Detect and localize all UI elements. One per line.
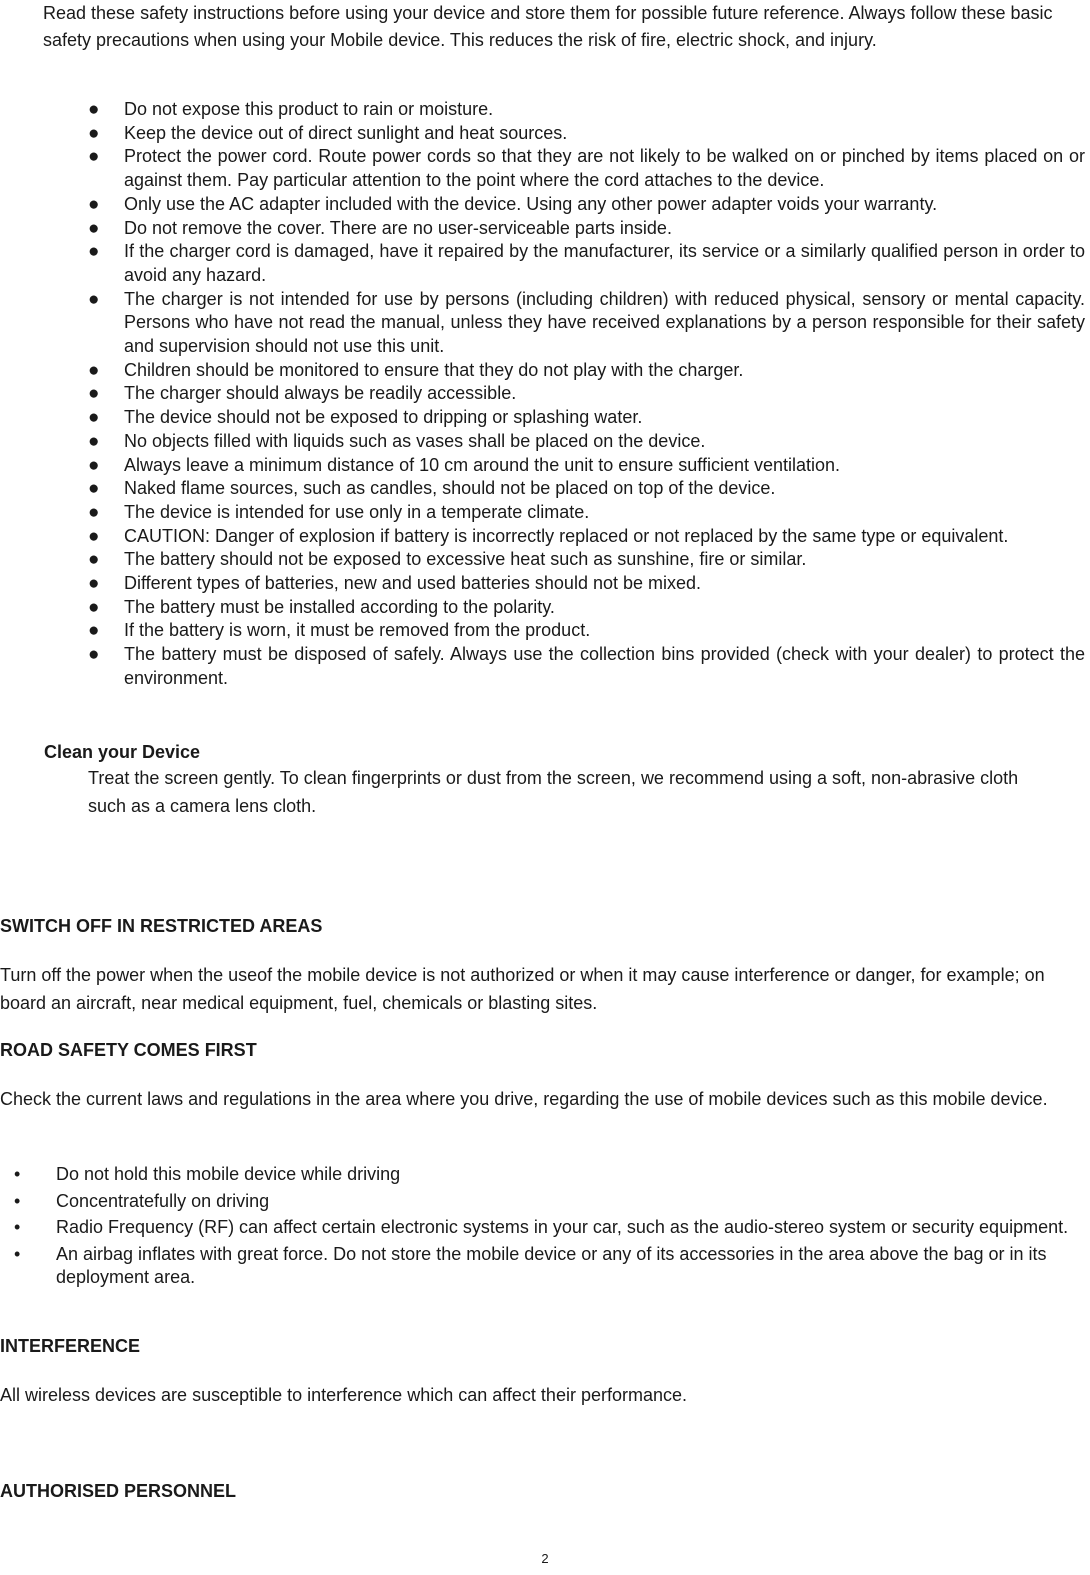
bullet-icon: ● — [88, 644, 100, 666]
bullet-icon: ● — [88, 478, 100, 500]
list-item-text: Concentratefully on driving — [56, 1190, 270, 1211]
list-item — [0, 1190, 1085, 1214]
list-item-text: An airbag inflates with great force. Do not store the mobile device or any of its accessories in the area above the bag or in its deployment area. — [56, 1243, 1047, 1287]
bullet-icon: ● — [88, 288, 100, 310]
list-item — [43, 359, 1085, 383]
bullet-icon: ● — [88, 407, 100, 429]
list-item-text: Do not remove the cover. There are no user-serviceable parts inside. — [124, 217, 672, 238]
bullet-icon: • — [14, 1243, 21, 1264]
list-item-text: The battery should not be exposed to excessive heat such as sunshine, fire or similar. — [124, 549, 807, 570]
bullet-icon: ● — [88, 549, 100, 571]
clean-device-heading: Clean your Device — [44, 742, 201, 762]
list-item-text: Naked flame sources, such as candles, should not be placed on top of the device. — [124, 478, 776, 499]
list-item — [43, 643, 1085, 690]
list-item-text: Different types of batteries, new and used batteries should not be mixed. — [124, 573, 702, 594]
list-item-text: Keep the device out of direct sunlight and heat sources. — [124, 122, 568, 143]
bullet-icon: ● — [88, 99, 100, 120]
list-item — [0, 1163, 1085, 1187]
road-safety-text: Check the current laws and regulations in the area where you drive, regarding the use of mobile devices such as this mobile device. — [0, 1089, 1048, 1109]
list-item-text: Protect the power cord. Route power cords so that they are not likely to be walked on or pinched by items placed on or against them. Pay particular attention to the point where the cord attaches to the device. — [124, 146, 1085, 191]
list-item-text: Only use the AC adapter included with the device. Using any other power adapter voids your warranty. — [124, 193, 938, 214]
list-item-text: The charger should always be readily accessible. — [124, 383, 517, 404]
bullet-icon: • — [14, 1164, 21, 1184]
page-number: 2 — [541, 1551, 549, 1566]
list-item — [43, 548, 1085, 572]
bullet-icon: ● — [88, 501, 100, 523]
list-item — [43, 619, 1085, 643]
bullet-icon: ● — [88, 383, 100, 405]
list-item — [43, 525, 1085, 549]
list-item — [43, 572, 1085, 596]
list-item — [43, 145, 1085, 192]
list-item-text: No objects filled with liquids such as vases shall be placed on the device. — [124, 430, 706, 451]
list-item-text: The charger is not intended for use by persons (including children) with reduced physical, sensory or mental capacity. Persons who have not read the manual, unless they have received explanations by a person responsible for their safety and supervision should not use this unit. — [124, 288, 1085, 357]
list-item — [43, 240, 1085, 287]
list-item-text: The battery must be installed according to the polarity. — [124, 596, 555, 617]
list-item-text: The device is intended for use only in a temperate climate. — [124, 501, 590, 522]
list-item — [43, 217, 1085, 241]
list-item — [43, 477, 1085, 501]
list-item — [43, 288, 1085, 359]
list-item-text: If the battery is worn, it must be removed from the product. — [124, 620, 591, 641]
clean-device-text: Treat the screen gently. To clean fingerprints or dust from the screen, we recommend using a soft, non-abrasive cloth such as a camera lens cloth. — [88, 768, 1019, 816]
bullet-icon: • — [14, 1217, 21, 1237]
bullet-icon: ● — [88, 217, 100, 239]
list-item-text: CAUTION: Danger of explosion if battery is incorrectly replaced or not replaced by the same type or equivalent. — [124, 525, 1009, 546]
road-safety-list — [0, 1163, 1085, 1293]
list-item — [43, 122, 1085, 146]
list-item — [43, 501, 1085, 525]
interference-text: All wireless devices are susceptible to interference which can affect their performance. — [0, 1385, 687, 1405]
list-item-text: Do not hold this mobile device while driving — [56, 1164, 401, 1184]
switch-off-heading: SWITCH OFF IN RESTRICTED AREAS — [0, 916, 323, 936]
list-item — [0, 1243, 1085, 1290]
bullet-icon: ● — [88, 193, 100, 215]
bullet-icon: ● — [88, 454, 100, 476]
bullet-icon: ● — [88, 146, 100, 168]
list-item — [0, 1216, 1085, 1240]
list-item — [43, 382, 1085, 406]
safety-instructions-list — [43, 98, 1085, 691]
list-item — [43, 406, 1085, 430]
bullet-icon: ● — [88, 359, 100, 381]
list-item-text: Children should be monitored to ensure that they do not play with the charger. — [124, 359, 744, 380]
list-item-text: Do not expose this product to rain or moisture. — [124, 99, 494, 119]
list-item — [43, 454, 1085, 478]
bullet-icon: ● — [88, 620, 100, 642]
list-item-text: The battery must be disposed of safely. Always use the collection bins provided (check with your dealer) to protect the environment. — [124, 644, 1085, 688]
bullet-icon: ● — [88, 122, 100, 144]
bullet-icon: • — [14, 1190, 21, 1211]
list-item — [43, 596, 1085, 620]
bullet-icon: ● — [88, 596, 100, 618]
bullet-icon: ● — [88, 430, 100, 452]
list-item-text: If the charger cord is damaged, have it repaired by the manufacturer, its service or a similarly qualified person in order to avoid any hazard. — [124, 241, 1085, 285]
list-item-text: The device should not be exposed to dripping or splashing water. — [124, 407, 643, 428]
bullet-icon: ● — [88, 241, 100, 263]
intro-paragraph: Read these safety instructions before using your device and store them for possible future reference. Always follow these basic safety precautions when using your Mobile device. This reduces the risk of fire, electric shock, and injury. — [43, 3, 1053, 50]
list-item — [43, 430, 1085, 454]
list-item — [43, 193, 1085, 217]
bullet-icon: ● — [88, 573, 100, 595]
list-item — [43, 98, 1085, 122]
road-safety-heading: ROAD SAFETY COMES FIRST — [0, 1040, 257, 1060]
authorised-personnel-heading: AUTHORISED PERSONNEL — [0, 1481, 237, 1501]
list-item-text: Radio Frequency (RF) can affect certain electronic systems in your car, such as the audio-stereo system or security equipment. — [56, 1217, 1069, 1237]
bullet-icon: ● — [88, 525, 100, 547]
list-item-text: Always leave a minimum distance of 10 cm around the unit to ensure sufficient ventilation. — [124, 454, 841, 475]
interference-heading: INTERFERENCE — [0, 1336, 141, 1356]
switch-off-text: Turn off the power when the useof the mobile device is not authorized or when it may cause interference or danger, for example; on board an aircraft, near medical equipment, fuel, chemicals or blasting sites. — [0, 965, 1045, 1013]
